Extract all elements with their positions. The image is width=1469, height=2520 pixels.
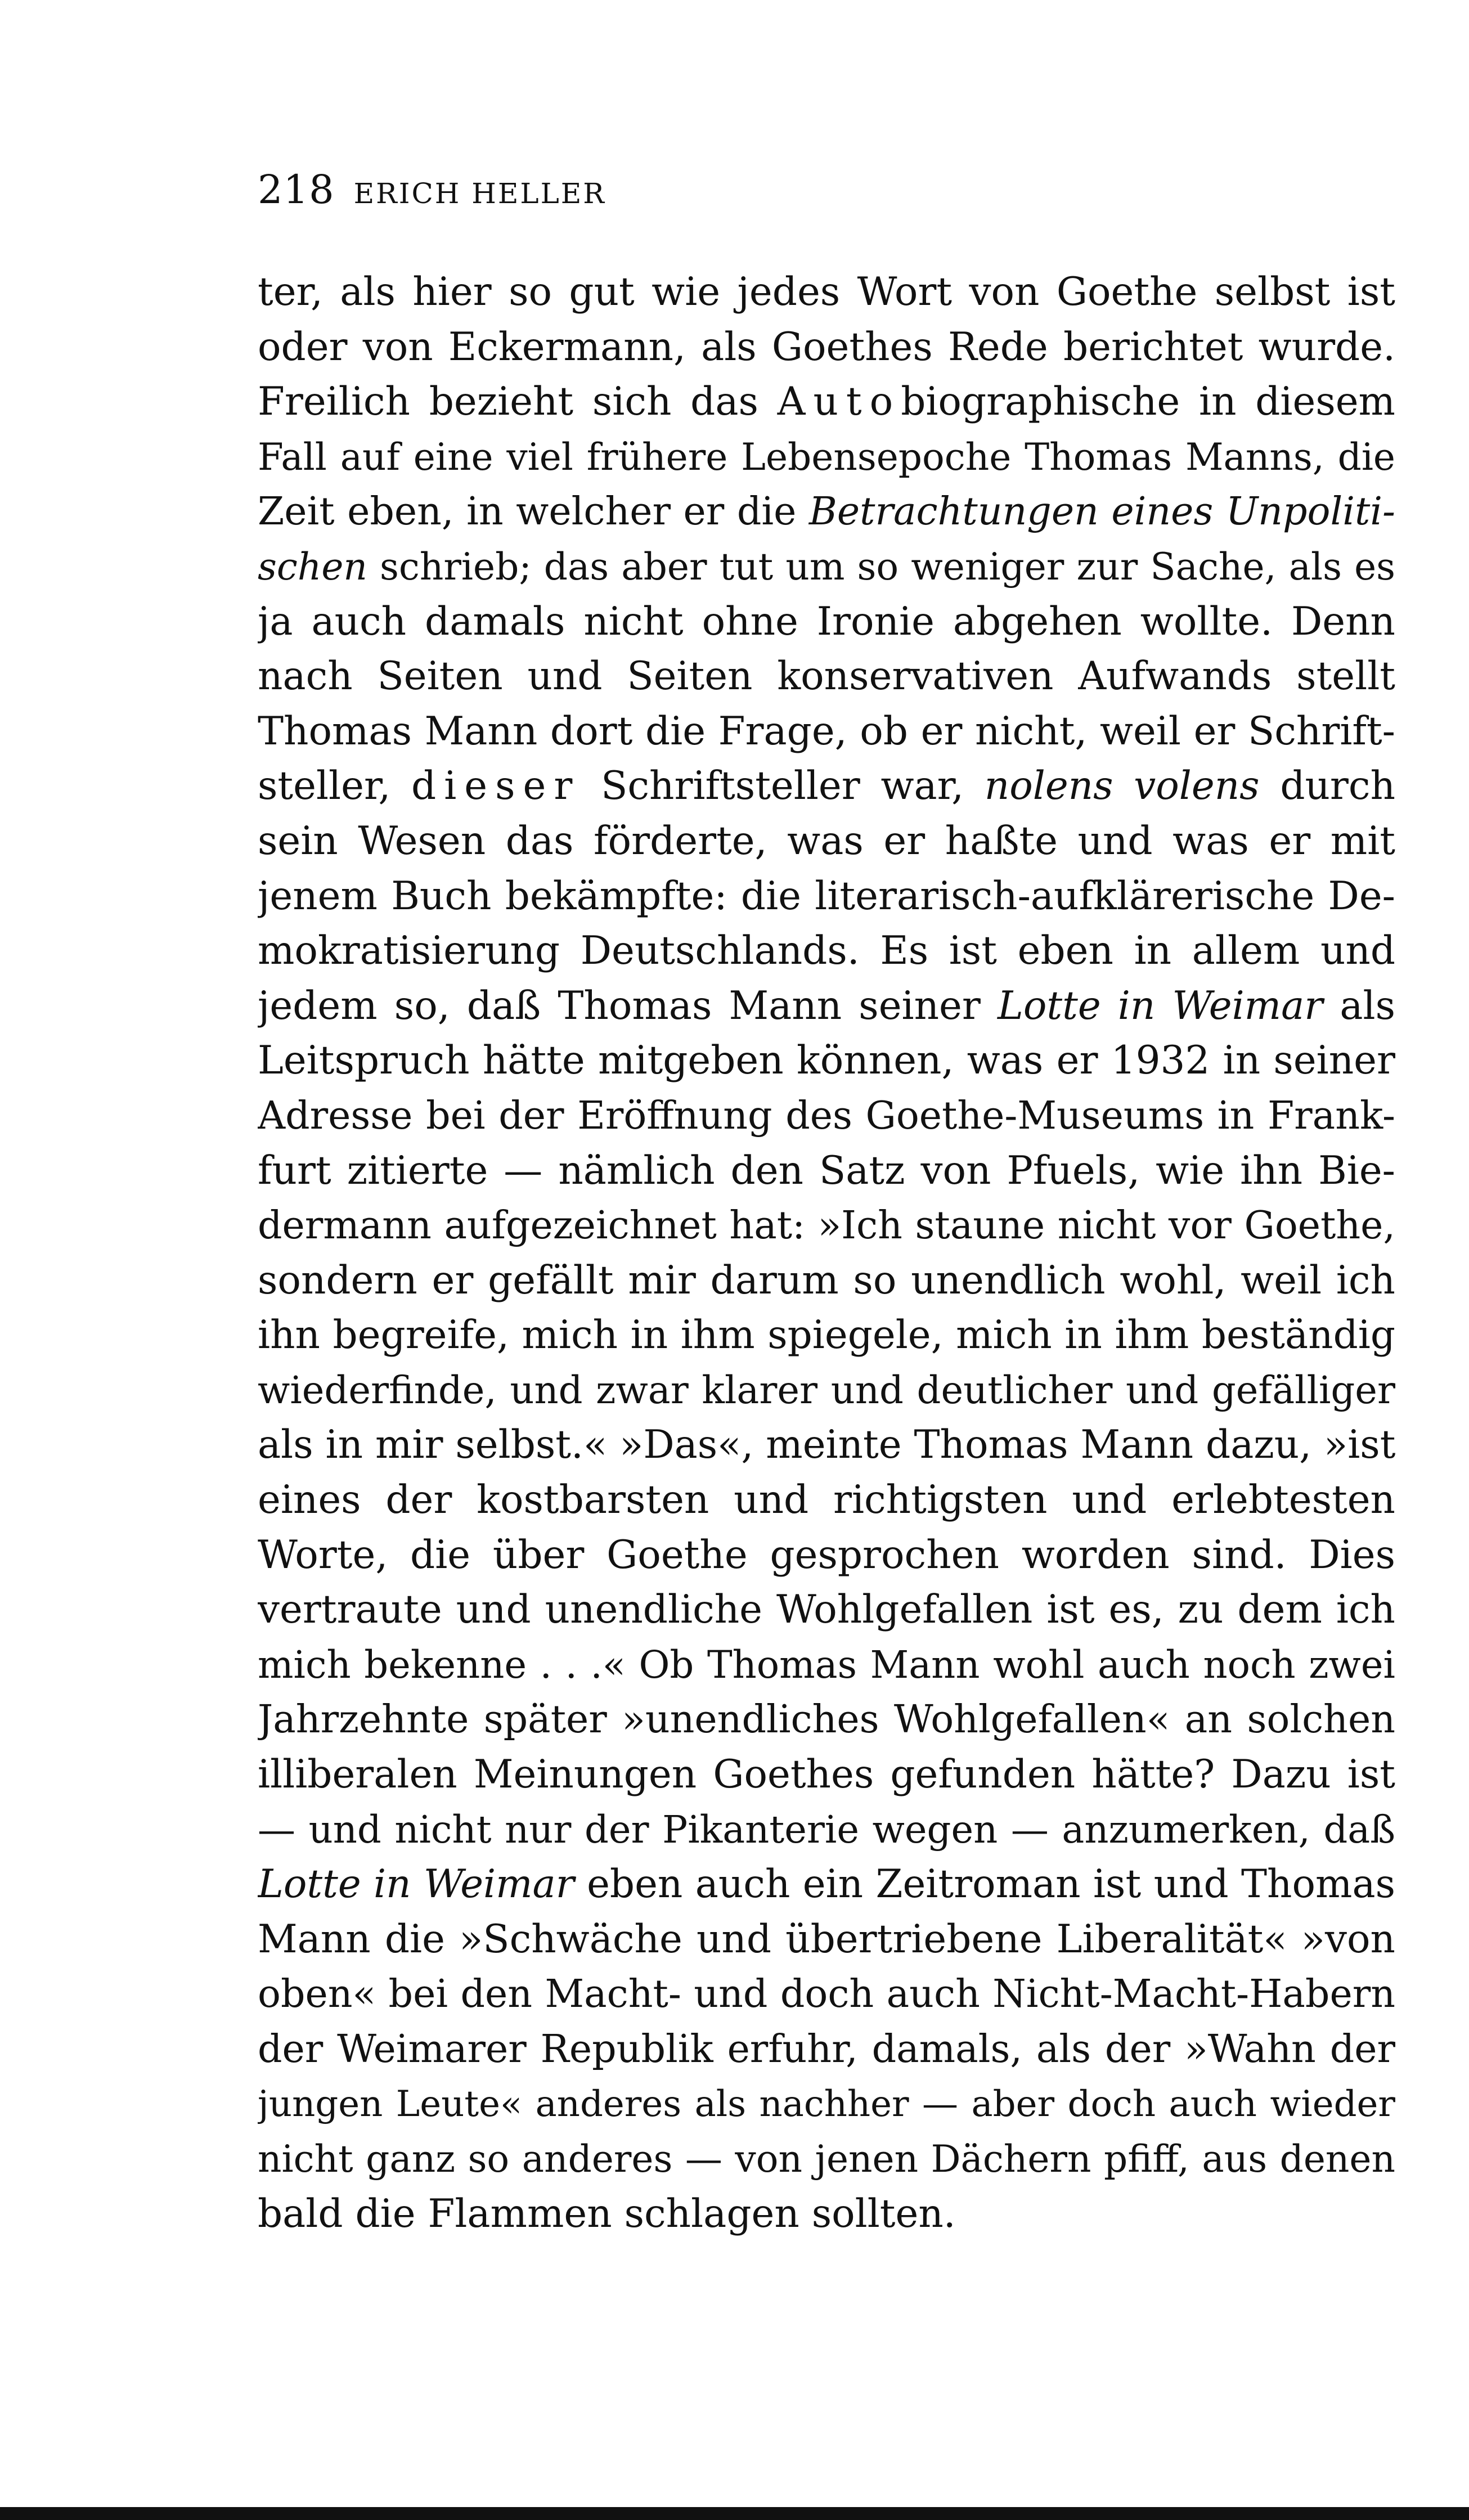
text-line: steller, dieser Schriftsteller war, nolens volens durch bbox=[258, 763, 1395, 809]
text-line: ja auch damals nicht ohne Ironie abgehen wollte. Denn bbox=[258, 599, 1395, 644]
text-line: Freilich bezieht sich das Autobiographische in diesem bbox=[258, 379, 1395, 425]
text-line: illiberalen Meinungen Goethes gefunden hätte? Dazu ist bbox=[258, 1752, 1395, 1798]
text-line: oder von Eckermann, als Goethes Rede berichtet wurde. bbox=[258, 324, 1395, 370]
spaced-emphasis: dieser bbox=[411, 763, 581, 809]
text-line: Jahrzehnte später »unendliches Wohlgefallen« an solchen bbox=[258, 1697, 1395, 1742]
text-line: eines der kostbarsten und richtigsten und erlebtesten bbox=[258, 1477, 1395, 1523]
running-head-author: ERICH HELLER bbox=[353, 177, 606, 210]
text-line: vertraute und unendliche Wohlgefallen ist es, zu dem ich bbox=[258, 1587, 1395, 1633]
text-line: Fall auf eine viel frühere Lebensepoche Thomas Manns, die bbox=[258, 435, 1395, 479]
text-line: der Weimarer Republik erfuhr, damals, als der »Wahn der bbox=[258, 2027, 1395, 2072]
text-line: nicht ganz so anderes — von jenen Dächern pfiff, aus denen bbox=[258, 2137, 1395, 2181]
text-line: dermann aufgezeichnet hat: »Ich staune nicht vor Goethe, bbox=[258, 1203, 1395, 1248]
italic-title: Lotte in Weimar bbox=[998, 983, 1323, 1028]
body-text bbox=[258, 265, 1395, 2242]
text-line: als in mir selbst.« »Das«, meinte Thomas Mann dazu, »ist bbox=[258, 1422, 1395, 1468]
text-line: ter, als hier so gut wie jedes Wort von Goethe selbst ist bbox=[258, 269, 1395, 315]
italic-title: Betrachtungen eines Unpoliti- bbox=[808, 489, 1395, 534]
text-line: wiederfinde, und zwar klarer und deutlicher und gefälliger bbox=[258, 1368, 1395, 1412]
text-line: sein Wesen das förderte, was er haßte und was er mit bbox=[258, 818, 1395, 864]
text-line: jedem so, daß Thomas Mann seiner Lotte in Weimar als bbox=[258, 983, 1395, 1028]
text-line: mokratisierung Deutschlands. Es ist eben in allem und bbox=[258, 928, 1395, 974]
text-line: jungen Leute« anderes als nachher — aber doch auch wieder bbox=[258, 2083, 1395, 2125]
scan-edge-border bbox=[0, 2507, 1469, 2520]
spaced-emphasis: Auto bbox=[777, 379, 901, 425]
text-line: Lotte in Weimar eben auch ein Zeitroman ist und Thomas bbox=[258, 1862, 1395, 1907]
text-line: nach Seiten und Seiten konservativen Aufwands stellt bbox=[258, 654, 1395, 699]
text-line: jenem Buch bekämpfte: die literarisch-aufklärerische De- bbox=[258, 873, 1395, 919]
text-line: bald die Flammen schlagen sollten. bbox=[258, 2191, 956, 2236]
italic-phrase: nolens volens bbox=[984, 763, 1260, 809]
text-line: sondern er gefällt mir darum so unendlich wohl, weil ich bbox=[258, 1257, 1395, 1303]
text-line: — und nicht nur der Pikanterie wegen — anzumerken, daß bbox=[258, 1807, 1395, 1852]
text-line: furt zitierte — nämlich den Satz von Pfuels, wie ihn Bie- bbox=[258, 1148, 1395, 1193]
text-line: Leitspruch hätte mitgeben können, was er 1932 in seiner bbox=[258, 1038, 1395, 1084]
italic-title: Lotte in Weimar bbox=[258, 1862, 574, 1907]
text-line: mich bekenne . . .« Ob Thomas Mann wohl auch noch zwei bbox=[258, 1642, 1395, 1687]
text-line: Worte, die über Goethe gesprochen worden sind. Dies bbox=[258, 1532, 1395, 1578]
running-head bbox=[258, 164, 606, 215]
text-line: schen schrieb; das aber tut um so weniger zur Sache, als es bbox=[258, 545, 1395, 589]
italic-title: schen bbox=[258, 545, 367, 589]
text-line: Thomas Mann dort die Frage, ob er nicht, weil er Schrift- bbox=[258, 708, 1395, 754]
text-line: Zeit eben, in welcher er die Betrachtungen eines Unpoliti- bbox=[258, 489, 1395, 534]
text-line: oben« bei den Macht- und doch auch Nicht-Macht-Habern bbox=[258, 1972, 1395, 2017]
text-line: Adresse bei der Eröffnung des Goethe-Museums in Frank- bbox=[258, 1093, 1395, 1138]
page-number: 218 bbox=[258, 167, 335, 213]
text-line: Mann die »Schwäche und übertriebene Liberalität« »von bbox=[258, 1916, 1395, 1962]
text-line: ihn begreife, mich in ihm spiegele, mich in ihm beständig bbox=[258, 1313, 1395, 1358]
